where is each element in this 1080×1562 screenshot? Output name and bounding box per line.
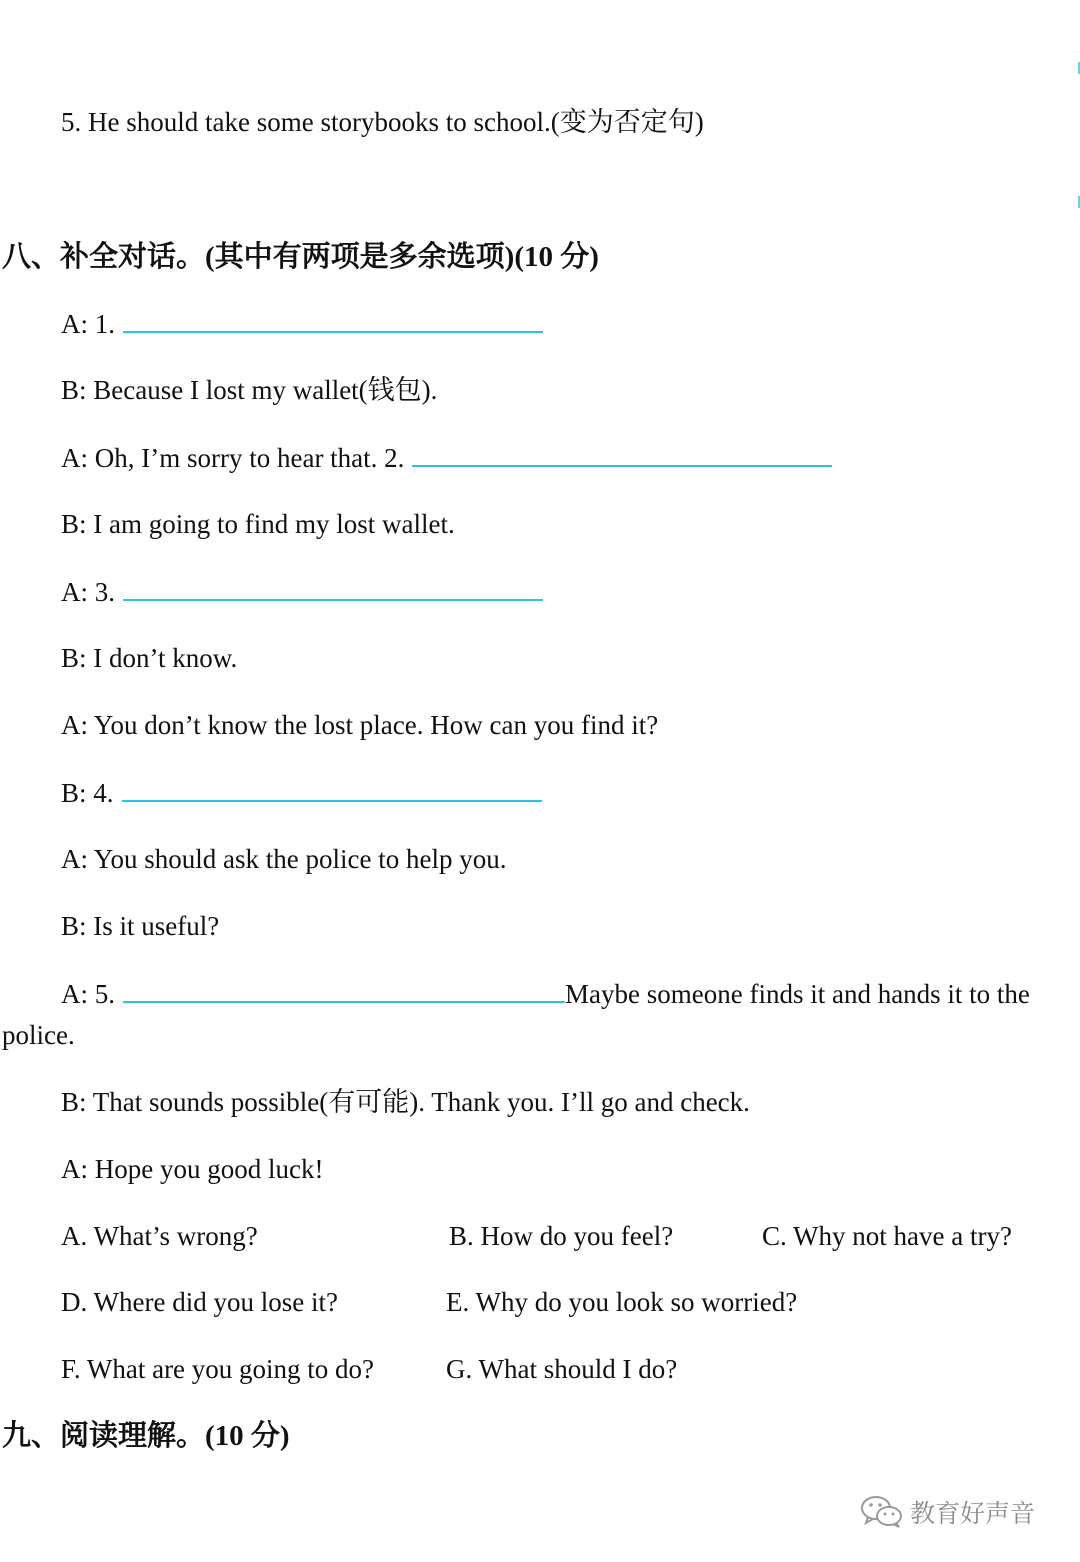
dialogue-text: B: 4. xyxy=(61,778,114,808)
dialogue-line-1 xyxy=(61,305,543,342)
watermark xyxy=(860,1494,1035,1530)
dialogue-line-4: B: I am going to find my lost wallet. xyxy=(61,509,455,539)
dialogue-line-2: B: Because I lost my wallet(钱包). xyxy=(61,375,438,405)
option-d: D. Where did you lose it? xyxy=(61,1287,338,1317)
dialogue-line-12: B: That sounds possible(有可能). Thank you. I’ll go and check. xyxy=(61,1087,750,1117)
option-f: F. What are you going to do? xyxy=(61,1354,375,1384)
answer-blank-3[interactable] xyxy=(123,573,543,601)
option-c: C. Why not have a try? xyxy=(762,1221,1012,1251)
wechat-icon xyxy=(860,1495,904,1529)
option-e: E. Why do you look so worried? xyxy=(446,1287,798,1317)
dialogue-text: Maybe someone finds it and hands it to the xyxy=(565,979,1030,1009)
dialogue-line-7: A: You don’t know the lost place. How can you find it? xyxy=(61,710,659,740)
dialogue-line-11 xyxy=(61,975,1030,1012)
dialogue-line-9: A: You should ask the police to help you. xyxy=(61,844,507,874)
answer-blank-4[interactable] xyxy=(122,774,542,802)
dialogue-line-8 xyxy=(61,774,542,811)
dialogue-line-11-cont: police. xyxy=(2,1020,75,1050)
section-9-heading: 九、阅读理解。(10 分) xyxy=(2,1420,290,1452)
answer-blank-2[interactable] xyxy=(412,439,832,467)
rewrite-question-5: 5. He should take some storybooks to school.(变为否定句) xyxy=(61,107,704,137)
option-a: A. What’s wrong? xyxy=(61,1221,258,1251)
dialogue-line-13: A: Hope you good luck! xyxy=(61,1154,324,1184)
dialogue-line-3 xyxy=(61,439,832,476)
dialogue-text: A: Oh, I’m sorry to hear that. 2. xyxy=(61,443,405,473)
dialogue-line-6: B: I don’t know. xyxy=(61,643,238,673)
dialogue-text: A: 3. xyxy=(61,577,115,607)
dialogue-text: A: 1. xyxy=(61,309,115,339)
dialogue-text: A: 5. xyxy=(61,979,115,1009)
option-g: G. What should I do? xyxy=(446,1354,678,1384)
section-8-heading: 八、补全对话。(其中有两项是多余选项)(10 分) xyxy=(2,241,599,273)
answer-blank-1[interactable] xyxy=(123,305,543,333)
dialogue-line-10: B: Is it useful? xyxy=(61,911,220,941)
option-b: B. How do you feel? xyxy=(449,1221,674,1251)
watermark-text: 教育好声音 xyxy=(910,1499,1036,1528)
dialogue-line-5 xyxy=(61,573,543,610)
answer-blank-5[interactable] xyxy=(123,975,565,1003)
